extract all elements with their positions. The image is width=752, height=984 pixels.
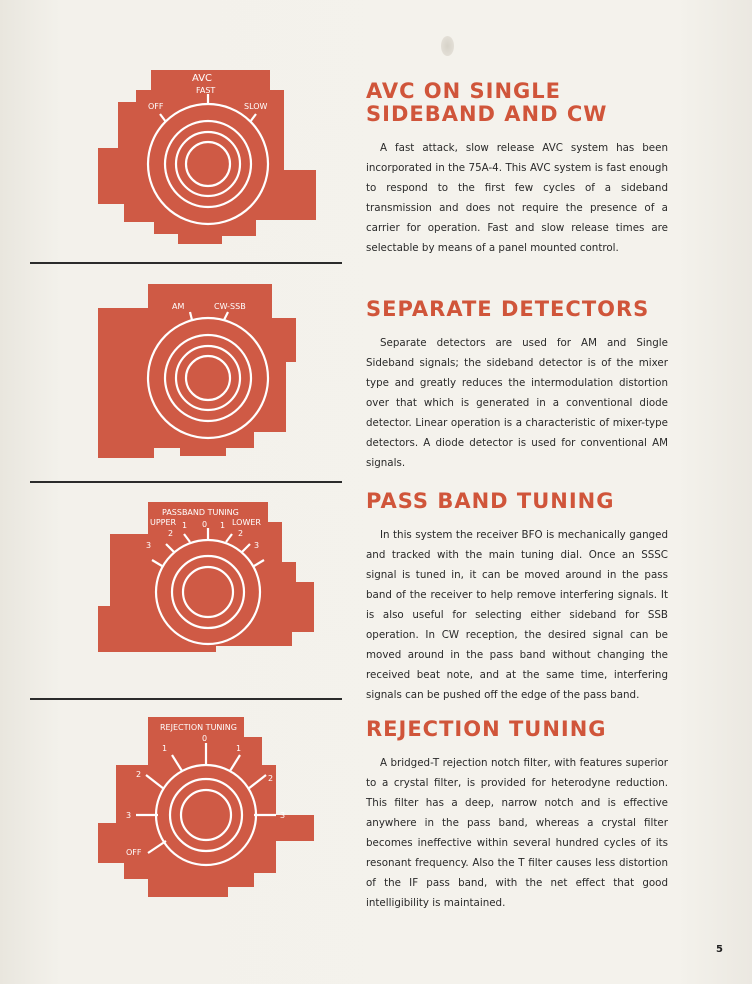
rejection-control-panel (96, 715, 318, 899)
rejection-tick-label: 1 (236, 744, 242, 753)
avc-slow-label: SLOW (244, 102, 268, 111)
passband-control-panel (96, 500, 318, 652)
rejection-title: REJECTION TUNING (160, 723, 237, 732)
rejection-tick-label: 1 (162, 744, 168, 753)
section-body: A bridged-T rejection notch filter, with features superior to a crystal filter, is provided for heterodyne reduction. This filter has a deep, narrow notch and is effective anywhere in the pass band, whereas a crystal filter becomes ineffective within several hundred cycles of its resonant frequency. Also the T filter causes less distortion of the IF pass band, with the net effect that good intelligibility is maintained. (366, 757, 668, 909)
passband-upper-label: UPPER (150, 518, 177, 527)
detector-am-label: AM (172, 302, 185, 311)
avc-title: AVC (192, 73, 213, 84)
section-rejection (366, 718, 668, 913)
passband-tick-label: 1 (220, 521, 226, 530)
rejection-tick-label: 2 (268, 774, 274, 783)
passband-title: PASSBAND TUNING (162, 508, 239, 517)
rejection-off-label: OFF (126, 848, 142, 857)
section-heading: AVC ON SINGLE SIDEBAND AND CW (366, 79, 608, 126)
section-heading: PASS BAND TUNING (366, 489, 615, 513)
rejection-tick-label: 3 (280, 811, 286, 820)
avc-fast-label: FAST (196, 86, 216, 95)
divider (30, 698, 342, 700)
rejection-tick-label: 3 (126, 811, 132, 820)
section-body: In this system the receiver BFO is mechanically ganged and tracked with the main tuning dial. Once an SSSC signal is tuned in, it can be moved around in the pass band of the receiver to help remove interfering signals. It is also useful for selecting either sideband for SSB operation. In CW reception, the desired signal can be moved around in the pass band without changing the received beat note, and at the same time, interfering signals can be pushed off the edge of the pass band. (366, 529, 668, 701)
section-detectors (366, 298, 668, 473)
passband-tick-label: 3 (146, 541, 152, 550)
page-number: 5 (716, 944, 723, 955)
rejection-zero-label: 0 (202, 734, 208, 743)
passband-tick-label: 0 (202, 520, 208, 529)
section-body: A fast attack, slow release AVC system has been incorporated in the 75A-4. This AVC system is fast enough to respond to the first few cycles of a sideband transmission and does not require the presence of a carrier for operation. Fast and slow release times are selectable by means of a panel mounted control. (366, 142, 668, 254)
section-heading: REJECTION TUNING (366, 717, 607, 741)
detector-control-panel (96, 282, 302, 464)
divider (30, 481, 342, 483)
divider (30, 262, 342, 264)
binding-hole (441, 36, 454, 56)
section-avc (366, 80, 668, 258)
passband-tick-label: 3 (254, 541, 260, 550)
avc-control-panel (96, 66, 318, 248)
passband-lower-label: LOWER (232, 518, 261, 527)
panel-shape (98, 284, 296, 458)
section-heading: SEPARATE DETECTORS (366, 297, 650, 321)
passband-tick-label: 2 (238, 529, 244, 538)
passband-tick-label: 1 (182, 521, 188, 530)
avc-off-label: OFF (148, 102, 164, 111)
detector-cw-ssb-label: CW-SSB (214, 302, 246, 311)
section-body: Separate detectors are used for AM and Single Sideband signals; the sideband detector is of the mixer type and greatly reduces the intermodulation distortion over that which is generated in a conventional diode detector. Linear operation is a characteristic of mixer-type detectors. A diode detector is used for conventional AM signals. (366, 337, 668, 469)
rejection-tick-label: 2 (136, 770, 142, 779)
section-passband (366, 490, 668, 705)
passband-tick-label: 2 (168, 529, 174, 538)
